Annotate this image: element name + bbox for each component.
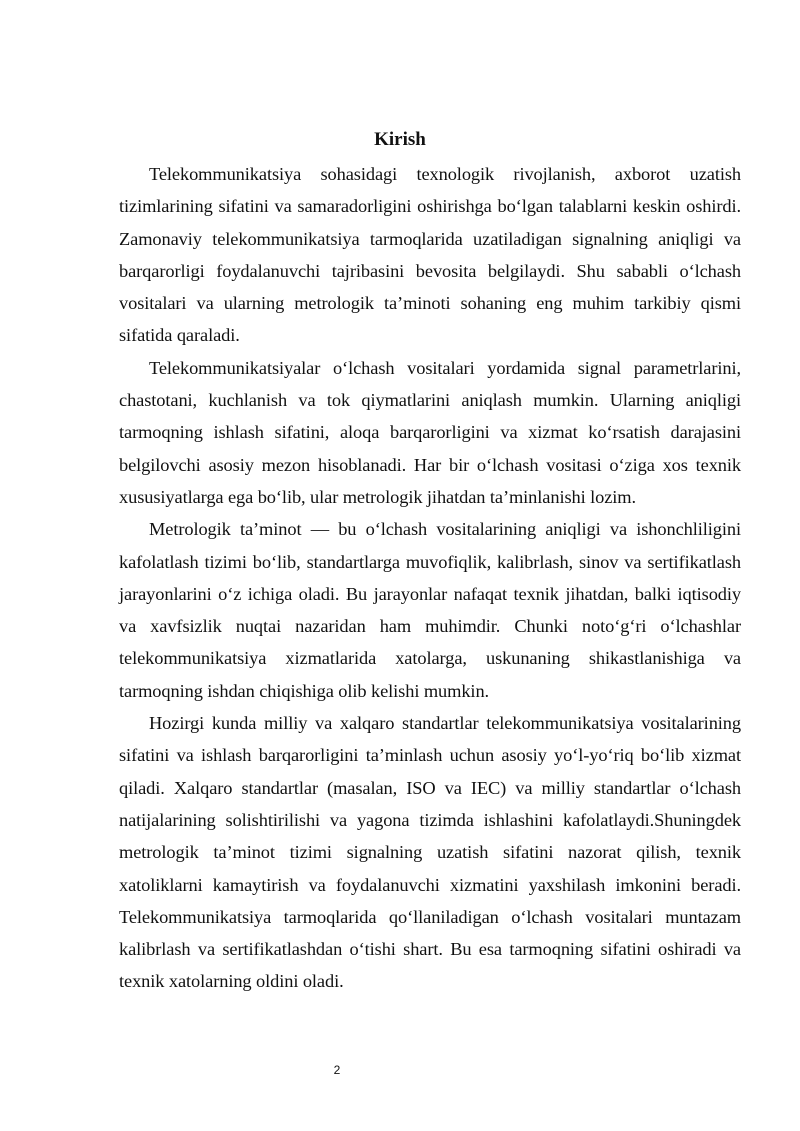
paragraph-2: Telekommunikatsiyalar o‘lchash vositalari yordamida signal parametrlarini, chastotani, kuchlanish va tok qiymatlarini aniqlash mumkin. Ularning aniqligi tarmoqning ishlash sifatini, aloqa barqarorligini va xizmat ko‘rsatish darajasini belgilovchi asosiy mezon hisoblanadi. Har bir o‘lchash vositasi o‘ziga xos texnik xususiyatlarga ega bo‘lib, ular metrologik jihatdan ta’minlanishi lozim. <box>119 357 741 507</box>
page-number: 2 <box>333 1063 341 1077</box>
paragraph-3: Metrologik ta’minot — bu o‘lchash vositalarining aniqligi va ishonchliligini kafolatlash tizimi bo‘lib, standartlarga muvofiqlik, kalibrlash, sinov va sertifikatlash jarayonlarini o‘z ichiga oladi. Bu jarayonlar nafaqat texnik jihatdan, balki iqtisodiy va xavfsizlik nuqtai nazaridan ham muhimdir. Chunki noto‘g‘ri o‘lchashlar telekommunikatsiya xizmatlarida xatolarga, uskunaning shikastlanishiga va tarmoqning ishdan chiqishiga olib kelishi mumkin. <box>119 519 741 701</box>
paragraph-4: Hozirgi kunda milliy va xalqaro standartlar telekommunikatsiya vositalarining sifatini va ishlash barqarorligini ta’minlash uchun asosiy yo‘l-yo‘riq bo‘lib xizmat qiladi. Xalqaro standartlar (masalan, ISO va IEC) va milliy standartlar o‘lchash natijalarining solishtirilishi va yagona tizimda ishlashini kafolatlaydi.Shuningdek metrologik ta’minot tizimi signalning uzatish sifatini nazorat qilish, texnik xatoliklarni kamaytirish va foydalanuvchi xizmatini yaxshilash imkonini beradi. Telekommunikatsiya tarmoqlarida qo‘llaniladigan o‘lchash vositalari muntazam kalibrlash va sertifikatlashdan o‘tishi shart. Bu esa tarmoqning sifatini oshiradi va texnik xatolarning oldini oladi. <box>119 713 741 992</box>
paragraph-1: Telekommunikatsiya sohasidagi texnologik rivojlanish, axborot uzatish tizimlarining sifatini va samaradorligini oshirishga bo‘lgan talablarni keskin oshirdi. Zamonaviy telekommunikatsiya tarmoqlarida uzatiladigan signalning aniqligi va barqarorligi foydalanuvchi tajribasini bevosita belgilaydi. Shu sababli o‘lchash vositalari va ularning metrologik ta’minoti sohaning eng muhim tarkibiy qismi sifatida qaraladi. <box>119 164 741 346</box>
page-title: Kirish <box>374 129 426 150</box>
body-text <box>119 158 741 998</box>
